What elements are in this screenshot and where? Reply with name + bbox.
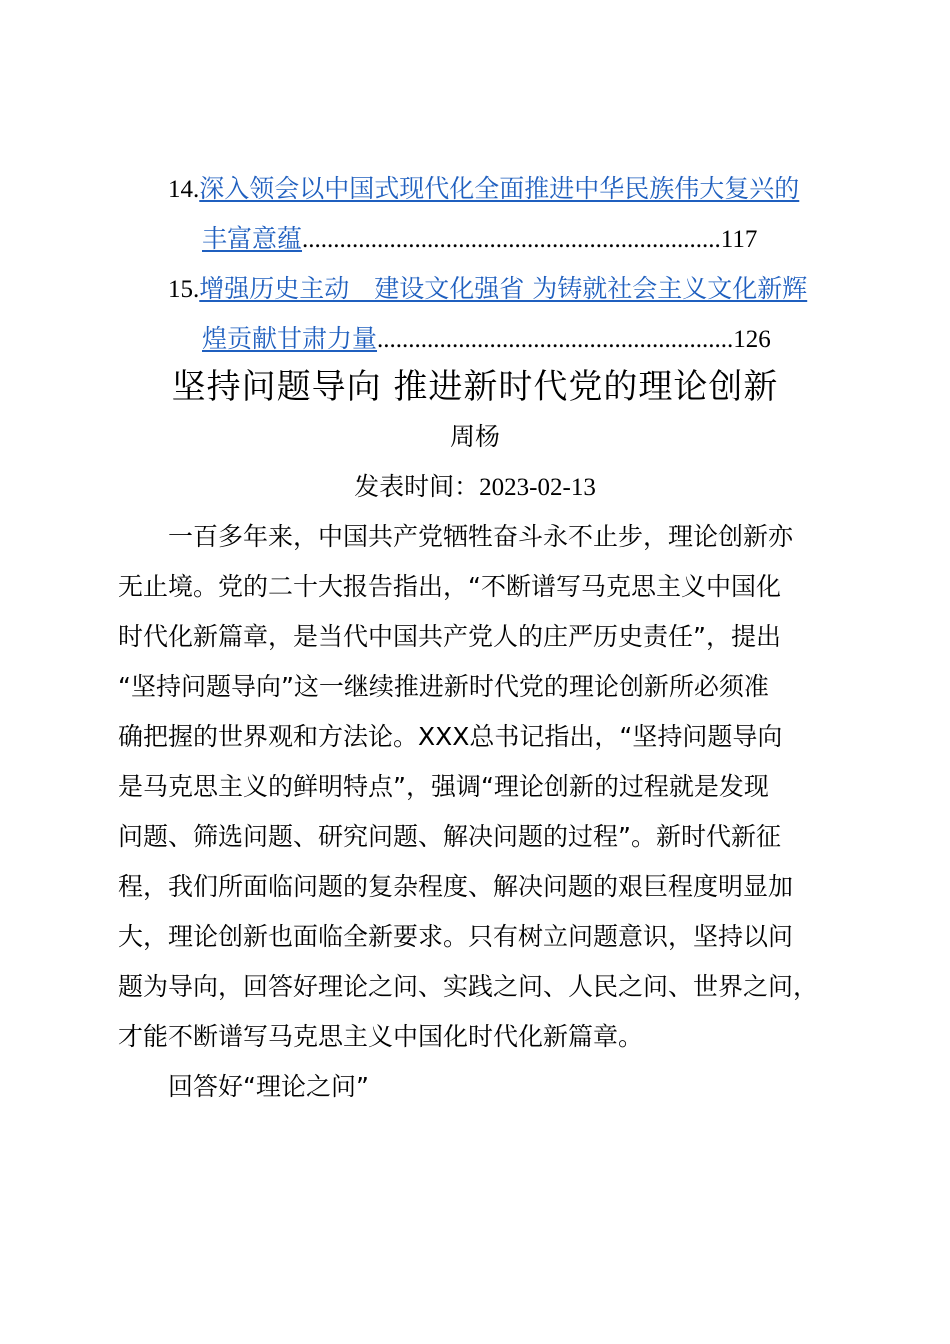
section-subheading: 回答好“理论之问”	[168, 1072, 369, 1101]
toc-entry-15-line2	[202, 322, 771, 357]
paragraph-line: “坚持问题导向”这一继续推进新时代党的理论创新所必须准	[118, 672, 769, 701]
paragraph-line: 无止境。党的二十大报告指出，“不断谱写马克思主义中国化	[118, 572, 781, 601]
paragraph-line: 才能不断谱写马克思主义中国化时代化新篇章。	[118, 1022, 644, 1051]
paragraph-line: 是马克思主义的鲜明特点”，强调“理论创新的过程就是发现	[118, 772, 769, 801]
toc-entry-14-line2	[202, 222, 757, 257]
toc-page-number: 126	[733, 326, 771, 353]
date-value: 2023-02-13	[479, 474, 596, 501]
paragraph-line: 问题、筛选问题、研究问题、解决问题的过程”。新时代新征	[118, 822, 781, 851]
paragraph-line: 确把握的世界观和方法论。XXX总书记指出，“坚持问题导向	[118, 722, 783, 751]
paragraph-line: 大，理论创新也面临全新要求。只有树立问题意识，坚持以问	[118, 922, 794, 951]
paragraph-line: 程，我们所面临问题的复杂程度、解决问题的艰巨程度明显加	[118, 872, 794, 901]
toc-entry-link[interactable]: 增强历史主动 建设文化强省 为铸就社会主义文化新辉	[199, 274, 808, 303]
paragraph-line: 一百多年来，中国共产党牺牲奋斗永不止步，理论创新亦	[168, 522, 794, 551]
paragraph-line: 题为导向，回答好理论之问、实践之问、人民之问、世界之问，	[118, 972, 819, 1001]
article-author: 周杨	[449, 422, 500, 451]
toc-entry-link[interactable]: 深入领会以中国式现代化全面推进中华民族伟大复兴的	[199, 174, 800, 203]
toc-entry-number: 15.	[168, 276, 200, 303]
toc-entry-link[interactable]: 丰富意蕴	[202, 224, 303, 253]
article-title: 坚持问题导向 推进新时代党的理论创新	[171, 367, 779, 407]
article-date	[0, 470, 950, 505]
toc-entry-14-line1	[168, 172, 799, 207]
toc-entry-link[interactable]: 煌贡献甘肃力量	[202, 324, 378, 353]
date-label: 发表时间：	[354, 472, 480, 501]
toc-entry-number: 14.	[168, 176, 200, 203]
toc-leader-dots: ...................................................................	[302, 226, 721, 253]
toc-entry-15-line1	[168, 272, 807, 307]
paragraph-line: 时代化新篇章，是当代中国共产党人的庄严历史责任”，提出	[118, 622, 781, 651]
toc-page-number: 117	[720, 226, 758, 253]
toc-leader-dots: .........................................................	[377, 326, 734, 353]
